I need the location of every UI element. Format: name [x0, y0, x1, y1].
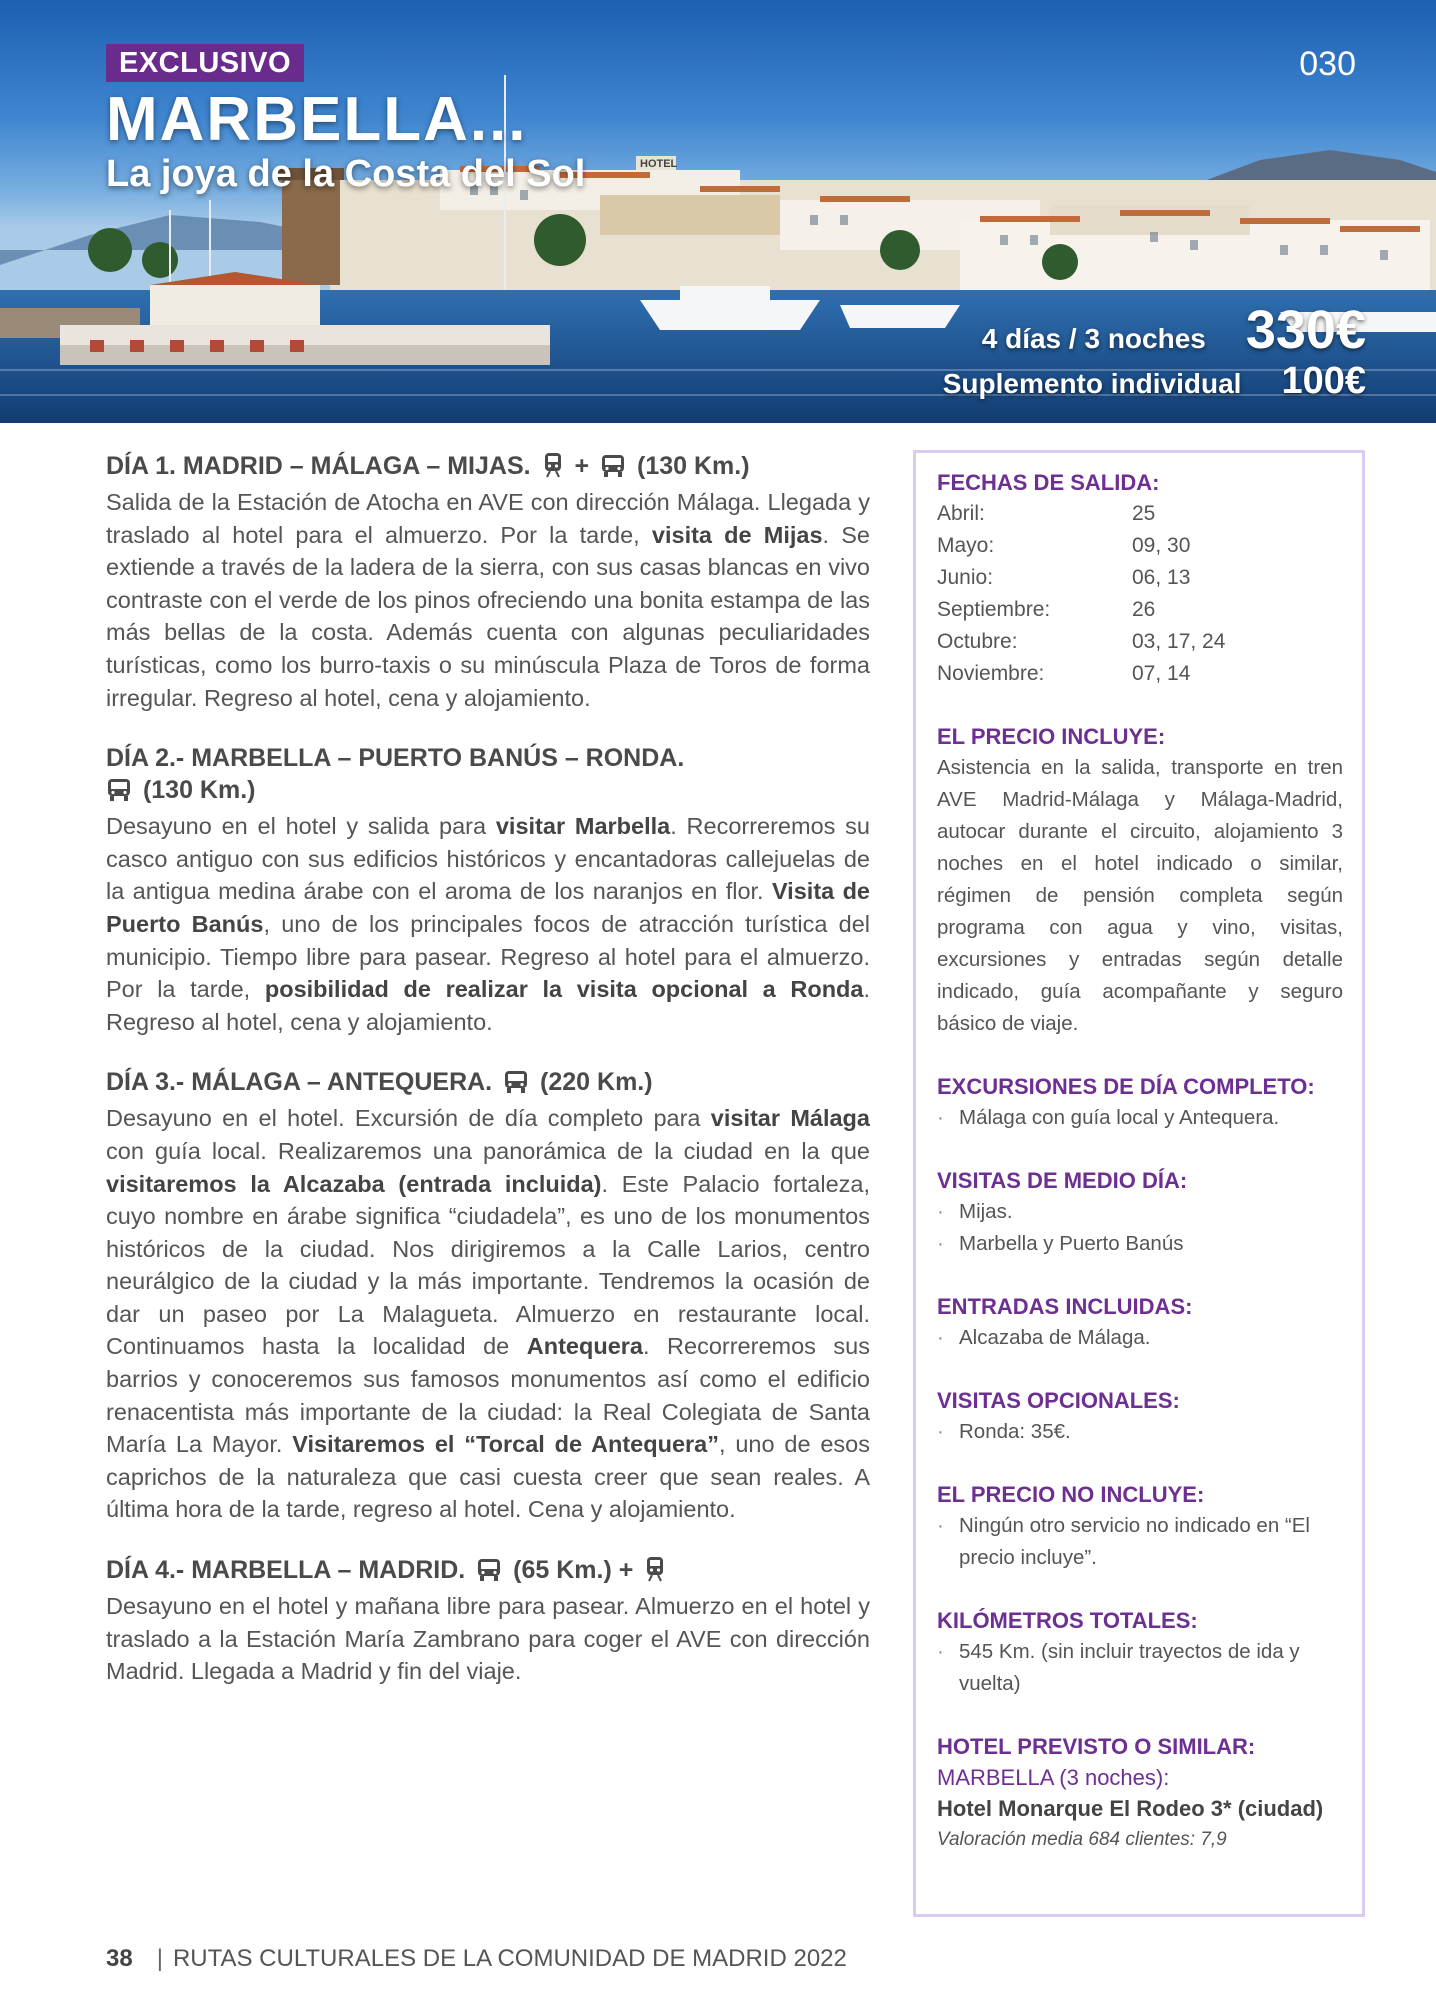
hotel-city: MARBELLA (3 noches):: [937, 1765, 1170, 1790]
price-row: [982, 300, 1366, 360]
price-includes-section: [937, 721, 1343, 1040]
bus-icon: [600, 454, 626, 486]
optional-visits-section: [937, 1385, 1343, 1448]
section-title: ENTRADAS INCLUIDAS:: [937, 1294, 1193, 1319]
supplement-value: 100€: [1281, 360, 1366, 402]
day-2-description: Desayuno en el hotel y salida para visitar Marbella. Recorreremos su casco antiguo con sus edificios históricos y encantadoras callejuelas de la antigua medina árabe con el aroma de los naranjos en flor. Visita de Puerto Banús, uno de los principales focos de atracción turística del municipio. Tiempo libre para pasear. Regreso al hotel para el almuerzo. Por la tarde, posibilidad de realizar la visita opcional a Ronda. Regreso al hotel, cena y alojamiento.: [106, 813, 871, 1035]
section-title: HOTEL PREVISTO O SIMILAR:: [937, 1734, 1256, 1759]
list-item: · Ronda: 35€.: [937, 1420, 1071, 1443]
exclusive-badge: EXCLUSIVO: [106, 44, 304, 82]
supplement-row: [943, 358, 1366, 404]
section-title: VISITAS DE MEDIO DÍA:: [937, 1168, 1188, 1193]
hotel-rating: Valoración media 684 clientes: 7,9: [937, 1829, 1227, 1850]
date-row: Mayo: 09, 30: [937, 534, 1191, 557]
day-1-title: DÍA 1. MADRID – MÁLAGA – MIJAS.: [106, 452, 531, 480]
list-item: · Ningún otro servicio no indicado en “El precio incluye”.: [937, 1514, 1310, 1569]
section-title: EL PRECIO INCLUYE:: [937, 724, 1166, 749]
list-item: · 545 Km. (sin incluir trayectos de ida y vuelta): [937, 1640, 1300, 1695]
day-4-km: (65 Km.) +: [513, 1556, 634, 1585]
destination-title: MARBELLA...: [106, 85, 528, 154]
date-row: Octubre: 03, 17, 24: [937, 630, 1226, 653]
price-includes-text: Asistencia en la salida, transporte en tren AVE Madrid-Málaga y Málaga-Madrid, autocar durante el circuito, alojamiento 3 noches en el hotel indicado o similar, régimen de pensión completa según programa con agua y vino, visitas, excursiones y entradas según detalle indicado, guía acompañante y seguro básico de viaje.: [937, 756, 1343, 1035]
full-day-excursions-section: [937, 1071, 1343, 1134]
day-2-heading: [106, 742, 870, 810]
train-icon: [542, 452, 564, 486]
day-1-plus: +: [574, 452, 590, 480]
day-4-description: Desayuno en el hotel y mañana libre para pasear. Almuerzo en el hotel y traslado a la Estación María Zambrano para coger el AVE con dirección Madrid. Llegada a Madrid y fin del viaje.: [106, 1593, 870, 1685]
itinerary: [106, 450, 870, 1716]
total-km-section: [937, 1605, 1343, 1700]
departure-dates-section: [937, 467, 1343, 690]
day-3-km: (220 Km.): [540, 1068, 653, 1097]
publication-title: RUTAS CULTURALES DE LA COMUNIDAD DE MADRID 2022: [172, 1945, 847, 1972]
day-4: [106, 1554, 870, 1688]
bus-icon: [476, 1558, 502, 1590]
day-4-heading: [106, 1554, 870, 1590]
half-day-visits-section: [937, 1165, 1343, 1260]
date-row: Septiembre: 26: [937, 598, 1156, 621]
price-excludes-section: [937, 1479, 1343, 1574]
trip-info-box: [913, 450, 1365, 1917]
date-row: Abril: 25: [937, 502, 1156, 525]
day-3-title: DÍA 3.- MÁLAGA – ANTEQUERA.: [106, 1068, 493, 1097]
hotel-name: Hotel Monarque El Rodeo 3* (ciudad): [937, 1796, 1324, 1821]
list-item: · Málaga con guía local y Antequera.: [937, 1106, 1280, 1129]
trip-code: 030: [1299, 45, 1356, 83]
hotel-sign-text: HOTEL: [640, 158, 678, 170]
day-3: [106, 1066, 870, 1526]
day-1-description: Salida de la Estación de Atocha en AVE con dirección Málaga. Llegada y traslado al hotel para el almuerzo. Por la tarde, visita de Mijas. Se extiende a través de la ladera de la sierra, con sus casas blancas en vivo contraste con el verde de los pinos ofreciendo una bonita estampa de las más bellas de la costa. Además cuenta con algunas peculiaridades turísticas, como los burro-taxis o su minúscula Plaza de Toros de forma irregular. Regreso al hotel, cena y alojamiento.: [106, 489, 870, 711]
list-item: · Mijas.: [937, 1200, 1013, 1223]
bus-icon: [503, 1070, 529, 1102]
day-2-title: DÍA 2.- MARBELLA – PUERTO BANÚS – RONDA.: [106, 744, 685, 773]
list-item: · Marbella y Puerto Banús: [937, 1232, 1184, 1255]
page-footer: [106, 1944, 847, 1974]
hotel-section: [937, 1731, 1343, 1856]
duration-label: 4 días / 3 noches: [981, 323, 1206, 354]
day-1-km: (130 Km.): [637, 452, 750, 480]
day-3-heading: [106, 1066, 870, 1102]
day-1-heading: [106, 450, 870, 486]
hero-banner: [0, 0, 1436, 423]
date-row: Noviembre: 07, 14: [937, 662, 1191, 685]
day-2-km: (130 Km.): [142, 776, 256, 805]
included-tickets-section: [937, 1291, 1343, 1354]
section-title: FECHAS DE SALIDA:: [937, 470, 1160, 495]
section-title: KILÓMETROS TOTALES:: [937, 1608, 1198, 1633]
destination-subtitle: La joya de la Costa del Sol: [106, 153, 586, 195]
day-4-title: DÍA 4.- MARBELLA – MADRID.: [106, 1556, 466, 1585]
day-1: [106, 450, 870, 714]
bus-icon: [106, 778, 132, 810]
page-number: 38: [106, 1945, 133, 1972]
section-title: VISITAS OPCIONALES:: [937, 1388, 1180, 1413]
supplement-label: Suplemento individual: [942, 368, 1242, 399]
day-3-description: Desayuno en el hotel. Excursión de día completo para visitar Málaga con guía local. Realizaremos una panorámica de la ciudad en la que visitaremos la Alcazaba (entrada incluida). Este Palacio fortaleza, cuyo nombre en árabe significa “ciudadela”, es uno de los monumentos históricos de la ciudad. Nos dirigiremos a la Calle Larios, centro neurálgico de la ciudad y la más importante. Tendremos la ocasión de dar un paseo por La Malagueta. Almuerzo en restaurante local. Continuamos hasta la localidad de Antequera. Recorreremos sus barrios y conoceremos sus famosos monumentos así como el edificio renacentista más importante de la ciudad: la Real Colegiata de Santa María La Mayor. Visitaremos el “Torcal de Antequera”, uno de esos caprichos de la naturaleza que casi cuesta creer que sean reales. A última hora de la tarde, regreso al hotel. Cena y alojamiento.: [106, 1105, 870, 1523]
date-row: Junio: 06, 13: [937, 566, 1191, 589]
list-item: · Alcazaba de Málaga.: [937, 1326, 1151, 1349]
section-title: EL PRECIO NO INCLUYE:: [937, 1482, 1205, 1507]
footer-separator: |: [156, 1945, 163, 1972]
price-value: 330€: [1245, 300, 1366, 360]
day-2: [106, 742, 870, 1038]
section-title: EXCURSIONES DE DÍA COMPLETO:: [937, 1074, 1315, 1099]
train-icon: [644, 1556, 666, 1590]
